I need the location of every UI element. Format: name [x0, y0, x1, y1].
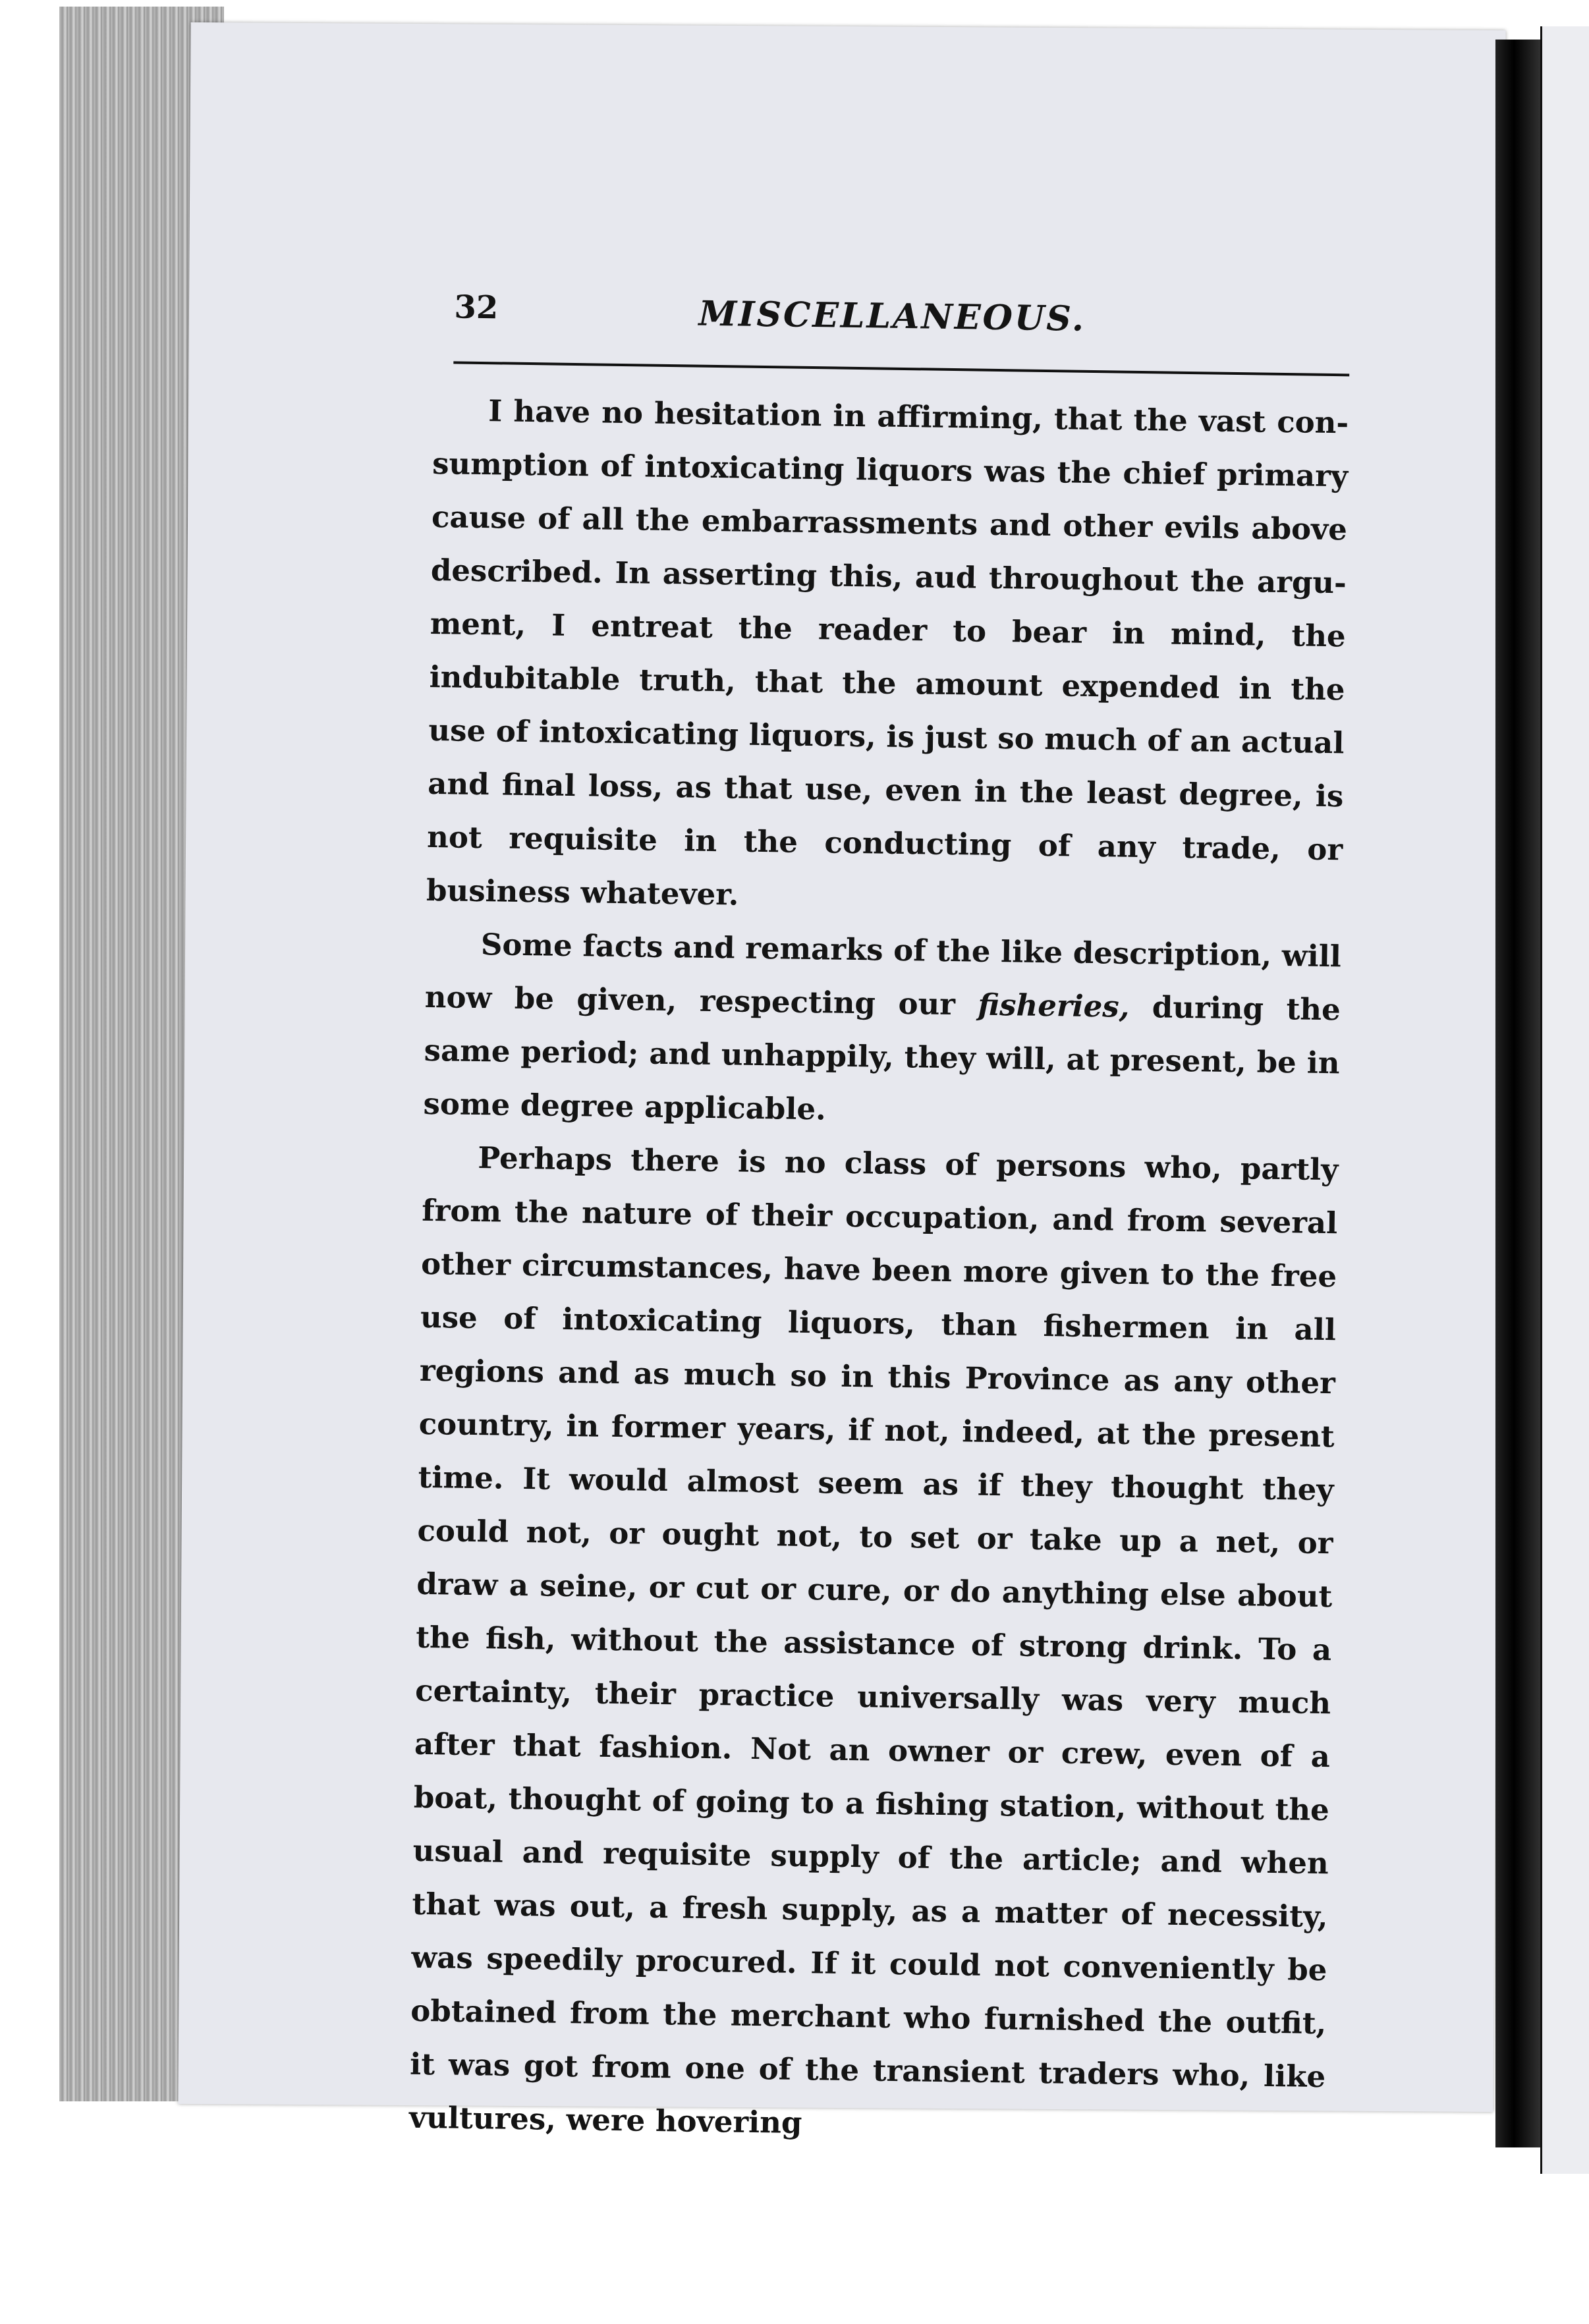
page-content	[409, 283, 1351, 2157]
paragraph-2-end: during the same period; and unhappily, they will, at present, be in some degree applicable.	[423, 989, 1341, 1127]
running-head	[434, 283, 1351, 355]
paragraph-3: Perhaps there is no class of persons who, partly from the nature of their occupation, and from several other circumstances, have been more given to the free use of intoxicating liquors, than fishermen in all regions and as much so in this Province as any other country, in former years, if not, indeed, at the present time. It would almost seem as if they thought they could not, or ought not, to set or take up a net, or draw a seine, or cut or cure, or do anything else about the fish, without the assistance of strong drink. To a certainty, their practice universally was very much after that fashion. Not an owner or crew, even of a boat, thought of going to a fishing station, without the usual and requisite supply of the article; and when that was out, a fresh supply, as a matter of necessity, was speedily procured. If it could not conveniently be obtained from the merchant who furnished the outfit, it was got from one of the transient traders who, like vultures, were hovering	[408, 1140, 1339, 2141]
header-rule	[453, 361, 1349, 376]
running-title: MISCELLANEOUS.	[698, 293, 1086, 339]
paragraph-2-start: Some facts and remarks of the like description, will now be given, respecting our	[424, 927, 1342, 1022]
paragraph-1: I have no hesitation in affirming, that the vast consumption of intoxicating liquors was the chief primary cause of all the embarrassments and other evils above described. In asserting this, aud throughout the argument, I entreat the reader to bear in mind, the indubitable truth, that the amount expended in the use of intoxicating liquors, is just so much of an actual and final loss, as that use, even in the least degree, is not requisite in the conducting of any trade, or business whatever.	[426, 393, 1349, 912]
paragraph-2	[423, 917, 1341, 1143]
page-number: 32	[454, 289, 499, 327]
facing-page-edge	[1540, 26, 1589, 2174]
book-spine	[1495, 40, 1542, 2147]
emphasis-fisheries: fisheries,	[978, 987, 1130, 1024]
